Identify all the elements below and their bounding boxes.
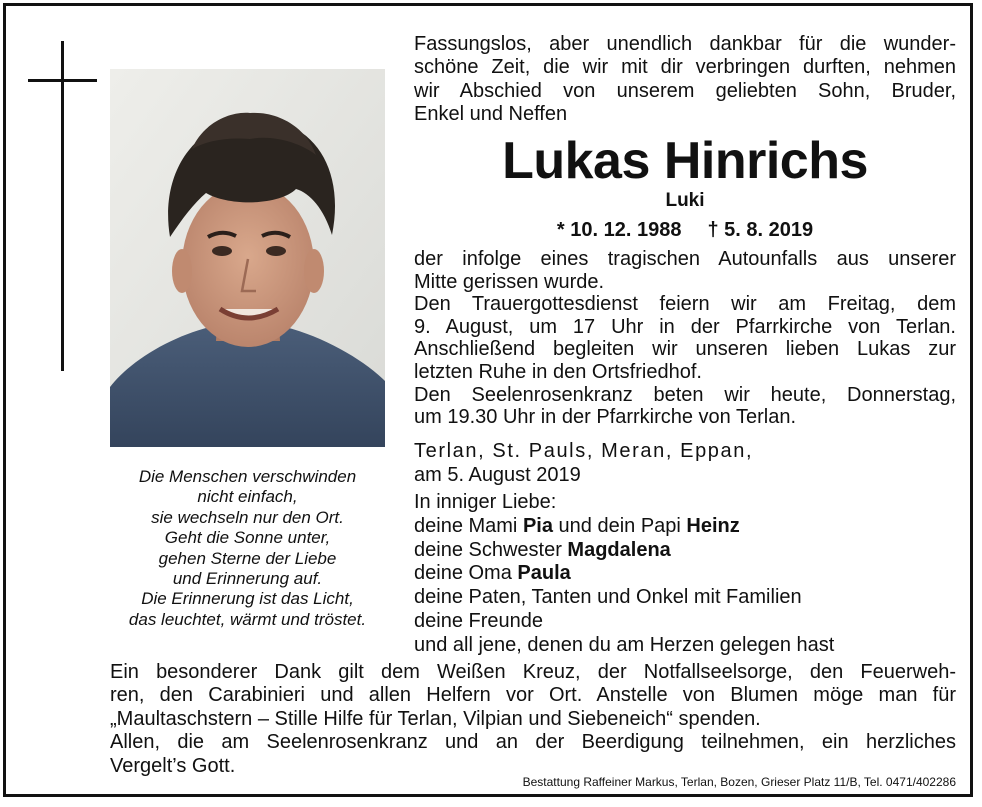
father-name: Heinz	[686, 514, 740, 537]
mother-name: Pia	[522, 514, 553, 537]
thanks-line: Allen, die am Seelenrosenkranz und an der Beerdigung teilnehmen, ein herzliches	[110, 731, 956, 754]
intro-paragraph	[414, 33, 956, 126]
intro-line: Fassungslos, aber unendlich dankbar für die wunder-	[414, 33, 956, 55]
mourner-grandma	[414, 562, 956, 586]
birth-date: * 10. 12. 1988	[556, 219, 682, 241]
mourner-label: deine Oma	[414, 562, 518, 585]
mourner-parents	[414, 515, 956, 539]
portrait-photo	[110, 69, 385, 447]
portrait-illustration	[110, 69, 385, 447]
notice-line: um 19.30 Uhr in der Pfarrkirche von Terlan.	[414, 406, 797, 429]
intro-line: schöne Zeit, die wir mit dir verbringen durften, nehmen	[414, 56, 956, 79]
service-notice	[414, 248, 956, 429]
funeral-home-footer: Bestattung Raffeiner Markus, Terlan, Bozen, Grieser Platz 11/B, Tel. 0471/402286	[522, 775, 956, 789]
notice-date: am 5. August 2019	[414, 463, 581, 486]
thanks-line: Vergelt’s Gott.	[110, 754, 236, 777]
poem-line: sie wechseln nur den Ort.	[151, 507, 344, 527]
deceased-name: Lukas Hinrichs	[502, 132, 868, 190]
mourner-all: und all jene, denen du am Herzen gelegen hast	[414, 633, 835, 656]
grandma-name: Paula	[517, 562, 571, 585]
deceased-nickname: Luki	[665, 190, 705, 211]
poem-line: und Erinnerung auf.	[172, 569, 323, 589]
mourner-label: und dein Papi	[552, 514, 687, 537]
poem-line: gehen Sterne der Liebe	[158, 548, 337, 568]
mourners-list	[414, 491, 956, 658]
mourner-sister	[414, 539, 956, 563]
mourners-heading: In inniger Liebe:	[414, 491, 557, 513]
mourner-label: deine Schwester	[414, 538, 568, 561]
place-and-date	[414, 440, 814, 487]
thanks-paragraph	[110, 661, 956, 778]
notice-line: 9. August, um 17 Uhr in der Pfarrkirche von Terlan.	[414, 315, 956, 338]
mourner-friends: deine Freunde	[414, 609, 543, 632]
mourner-relatives: deine Paten, Tanten und Onkel mit Familien	[414, 586, 802, 609]
thanks-line: ren, den Carabinieri und allen Helfern vor Ort. Anstelle von Blumen möge man für	[110, 684, 956, 707]
intro-line: Enkel und Neffen	[414, 102, 568, 125]
thanks-line: „Maultaschstern – Stille Hilfe für Terlan, Vilpian und Siebeneich“ spenden.	[110, 707, 761, 730]
notice-line: Den Trauergottesdienst feiern wir am Freitag, dem	[414, 293, 956, 316]
memorial-poem	[110, 467, 385, 630]
intro-line: wir Abschied von unserem geliebten Sohn, Bruder,	[414, 79, 956, 102]
notice-line: der infolge eines tragischen Autounfalls aus unserer	[414, 248, 956, 270]
poem-line: Die Menschen verschwinden	[138, 467, 357, 486]
cross-horizontal-bar	[28, 79, 97, 82]
poem-line: das leuchtet, wärmt und tröstet.	[128, 609, 367, 629]
mourner-label: deine Mami	[414, 514, 523, 537]
notice-line: Den Seelenrosenkranz beten wir heute, Donnerstag,	[414, 383, 956, 406]
poem-line: Die Erinnerung ist das Licht,	[141, 589, 354, 609]
sister-name: Magdalena	[567, 538, 671, 561]
thanks-line: Ein besonderer Dank gilt dem Weißen Kreuz, der Notfallseelsorge, den Feuerweh-	[110, 661, 956, 683]
poem-line: Geht die Sonne unter,	[164, 528, 331, 548]
death-date: † 5. 8. 2019	[707, 219, 814, 241]
life-dates	[414, 218, 956, 242]
cross-vertical-bar	[61, 41, 64, 371]
notice-line: Mitte gerissen wurde.	[414, 270, 605, 293]
place-towns: Terlan, St. Pauls, Meran, Eppan,	[414, 440, 754, 462]
notice-line: letzten Ruhe in den Ortsfriedhof.	[414, 360, 702, 383]
poem-line: nicht einfach,	[197, 487, 298, 507]
notice-line: Anschließend begleiten wir unseren lieben Lukas zur	[414, 338, 956, 361]
